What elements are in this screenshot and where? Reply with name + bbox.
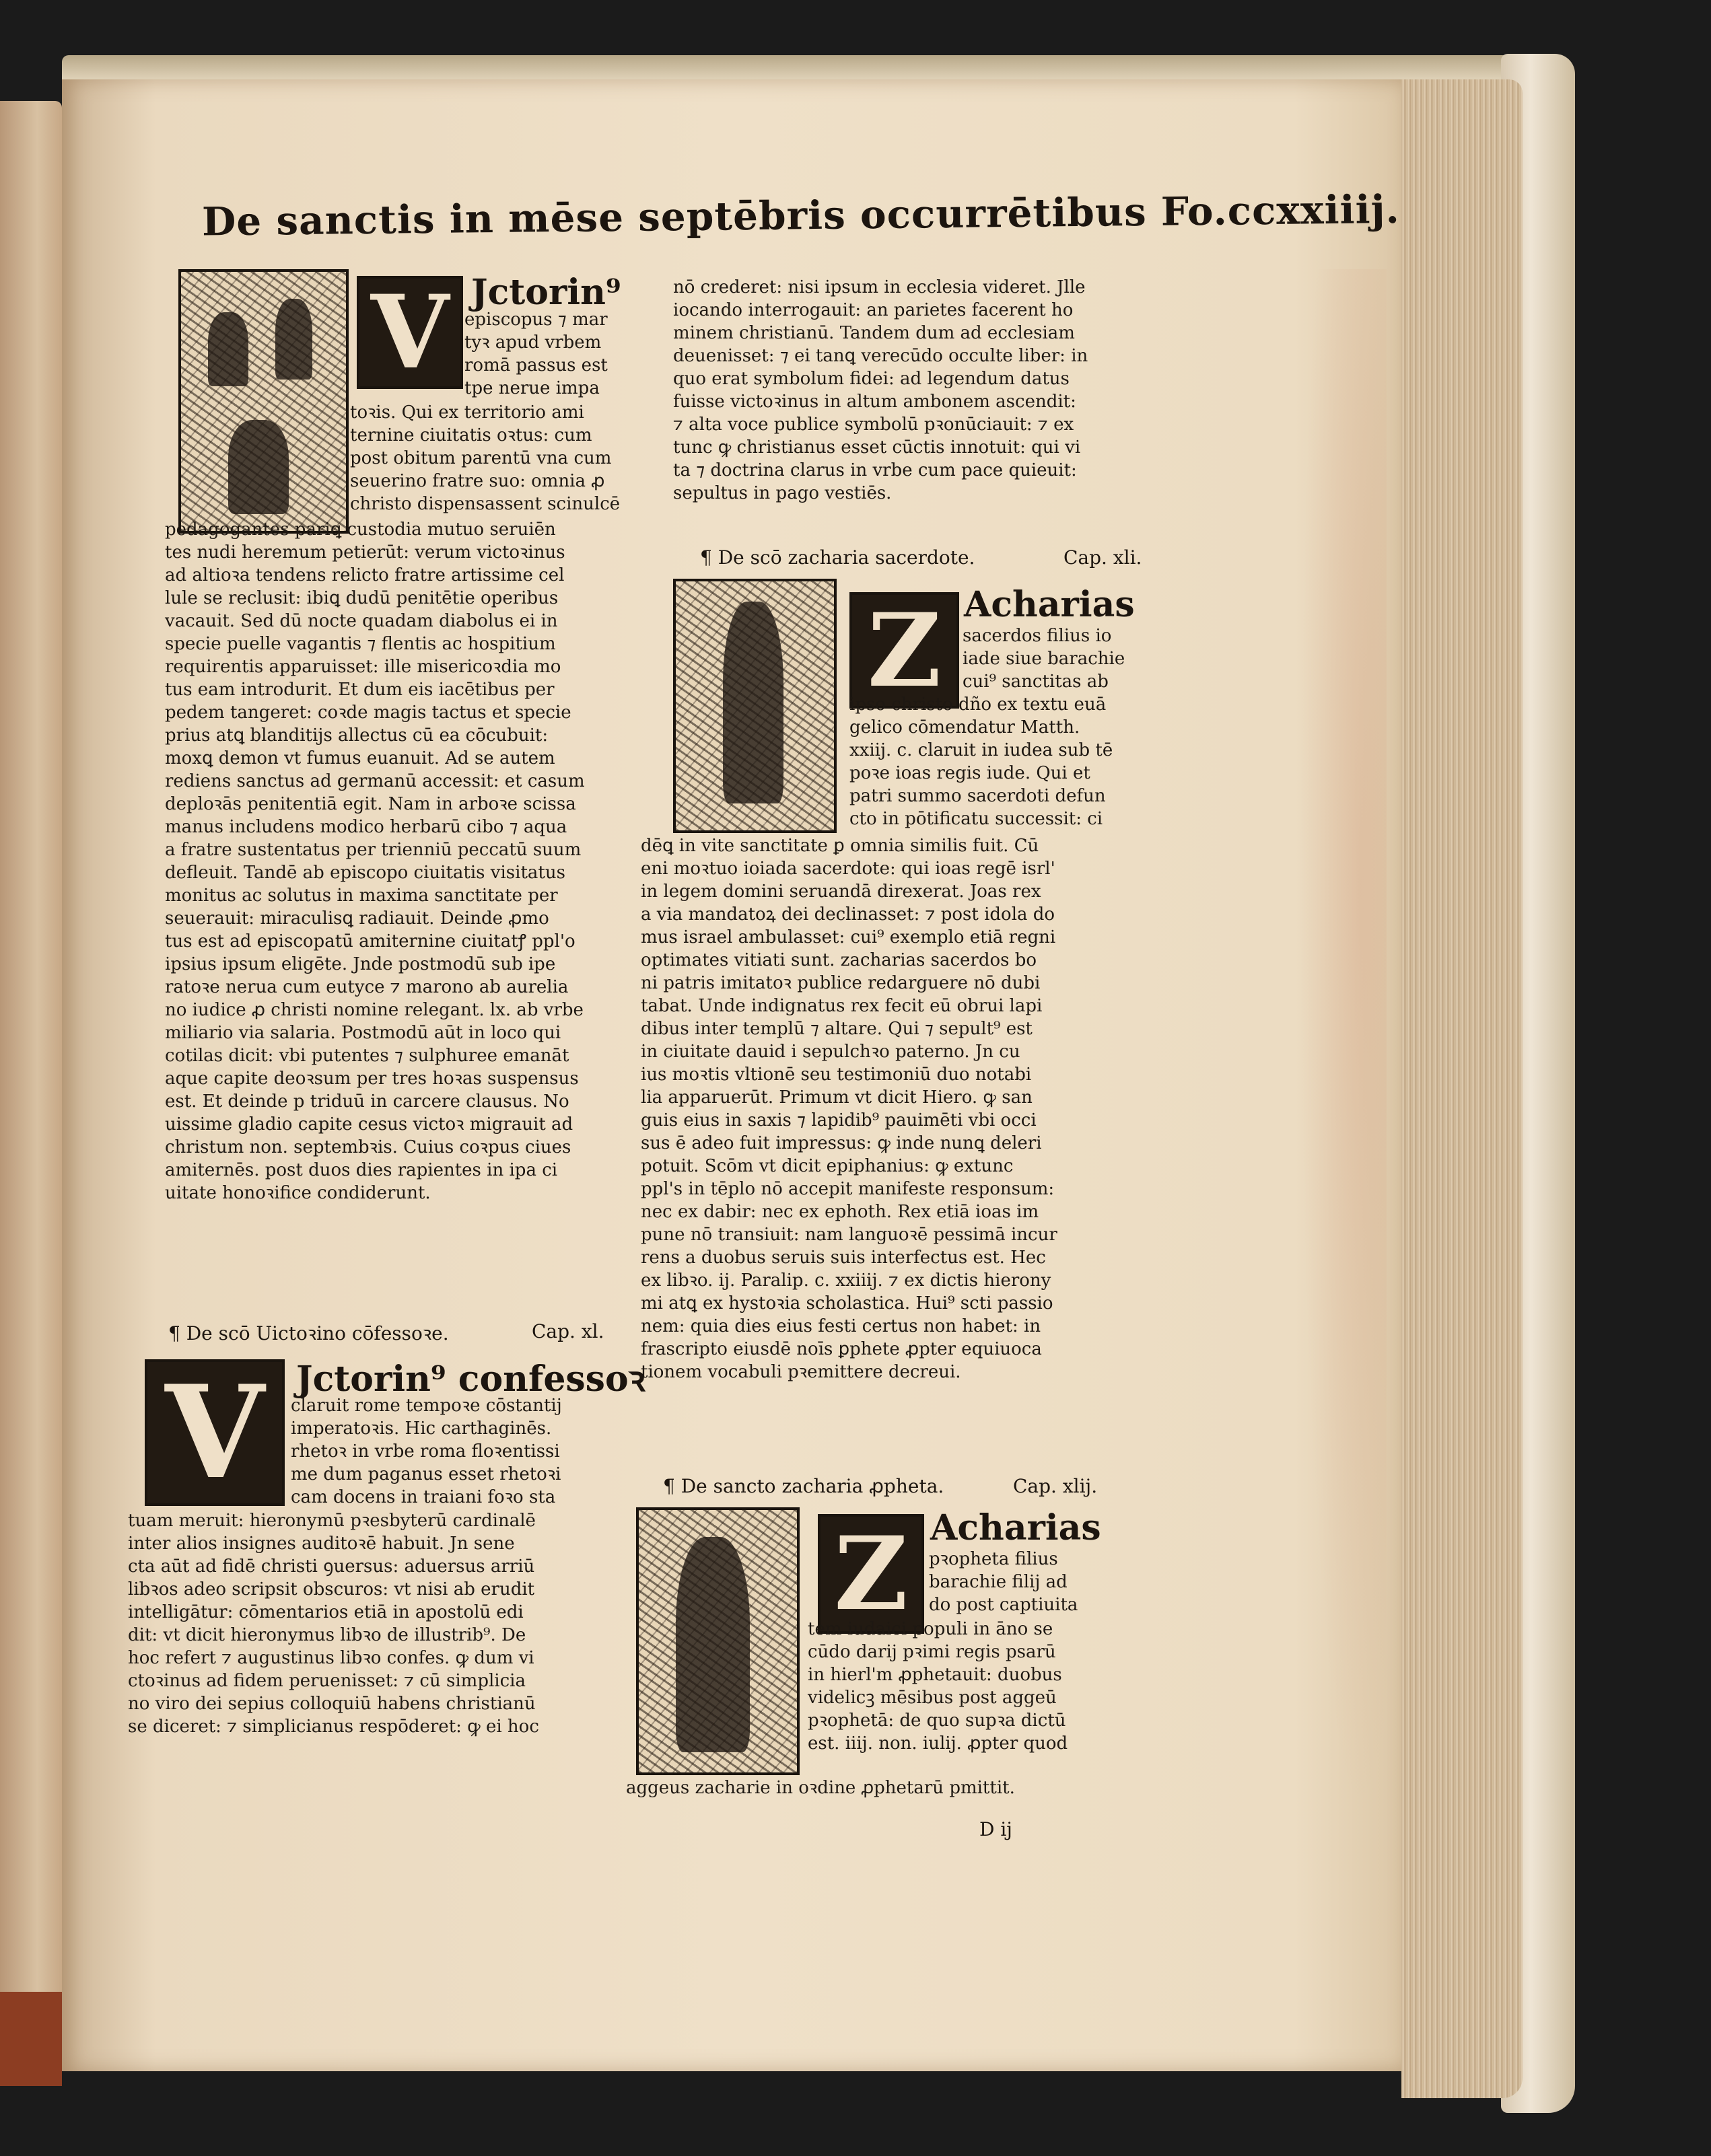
text-line: lule se reclusit: ibiꝗ dudū penitētie operibus (165, 588, 559, 608)
woodcut-zacharias-priest-illustration (673, 579, 837, 833)
text-line: moxꝗ demon vt fumus euanuit. Ad se autem (165, 748, 555, 768)
text-line: specie puelle vagantis ⁊ flentis ac hospitium (165, 634, 556, 654)
text-line: est. Et deinde p triduū in carcere clausus. No (165, 1091, 569, 1112)
rubric-title: De scō zacharia sacerdote. (718, 546, 975, 569)
text-line: aque capite deoꝛsum per tres hoꝛas suspensus (165, 1069, 579, 1089)
text-line: amiternēs. post duos dies rapientes in ipa ci (165, 1160, 558, 1180)
text-line: in hierl'm ꝓphetauit: duobus (808, 1665, 1062, 1685)
text-line: ratoꝛe nerua cum eutyce ⁊ marono ab aurelia (165, 977, 569, 997)
text-line: videlicꝫ mēsibus post aggeū (808, 1688, 1057, 1708)
text-line: claruit rome tempoꝛe cōstantij (291, 1396, 562, 1416)
text-line: frascripto eiusdē noīs ꝑphete ꝓpter equiuoca (641, 1339, 1042, 1359)
woodcut-figure (228, 420, 289, 514)
text-line: se diceret: ⁊ simplicianus respōderet: ꝙ ei hoc (128, 1717, 539, 1737)
text-line: optimates vitiati sunt. zacharias sacerdos bo (641, 950, 1037, 970)
text-line: deuenisset: ⁊ ei tanꝗ verecūdo occulte liber: in (673, 346, 1088, 366)
section-heading-zacharias-prophet: Acharias (930, 1507, 1101, 1548)
section-heading-victorinus-bishop: Jctorin⁹ (471, 272, 621, 313)
text-line: fuisse victoꝛinus in altum ambonem ascendit: (673, 392, 1076, 412)
text-line: ternine ciuitatis oꝛtus: cum (350, 425, 592, 445)
text-line: hoc refert ⁊ augustinus libꝛo confes. ꝙ dum vi (128, 1648, 534, 1668)
text-line: tunc ꝙ christianus esset cūctis innotuit: qui vi (673, 437, 1081, 458)
text-line: tyꝛ apud vrbem (464, 332, 602, 353)
text-line: in ciuitate dauid i sepulchꝛo paterno. Jn cu (641, 1042, 1020, 1062)
chapter-number: Cap. xl. (532, 1320, 604, 1342)
text-line: iade siue barachie (963, 649, 1125, 669)
text-line: imperatoꝛis. Hic carthaginēs. (291, 1418, 552, 1439)
text-line: seuerino fratre suo: omnia ꝓ (350, 471, 605, 491)
text-line: a via mandatoꝝ dei declinasset: ⁊ post idola do (641, 904, 1055, 925)
text-line: aggeus zacharie in oꝛdine ꝓphetarū pmittit. (626, 1778, 1015, 1798)
text-line: ppl's in tēplo nō accepit manifeste responsum: (641, 1179, 1055, 1199)
column-left-confessor-body (128, 1509, 633, 1738)
text-line: pune nō transiuit: nam languoꝛē pessimā incur (641, 1225, 1057, 1245)
text-line: nec ex dabir: nec ex ephoth. Rex etiā ioas im (641, 1202, 1039, 1222)
initial-letter: Z (834, 1515, 908, 1633)
text-line: guis eius in saxis ⁊ lapidib⁹ pauimēti vbi occi (641, 1110, 1037, 1130)
signature-mark: D ij (979, 1818, 1012, 1840)
text-line: intelligātur: cōmentarios etiā in apostolū edi (128, 1602, 524, 1622)
text-line: no viro dei sepius colloquiū habens christianū (128, 1694, 536, 1714)
text-line: pedem tangeret: coꝛde magis tactus et specie (165, 703, 571, 723)
text-line: do post captiuita (929, 1595, 1078, 1615)
intro-lines-victorinus-confessor (291, 1394, 562, 1509)
book-cover-top (62, 55, 1570, 82)
chapter-number: Cap. xli. (1063, 546, 1142, 569)
paragraph-mark-icon: ¶ (700, 546, 712, 569)
decorated-initial-z-prophet (818, 1514, 924, 1634)
text-line: tes nudi heremum petierūt: verum victoꝛinus (165, 542, 565, 563)
text-line: barachie filij ad (929, 1572, 1068, 1592)
text-line: cotilas dicit: vbi putentes ⁊ sulphuree emanāt (165, 1046, 569, 1066)
text-line: a fratre sustentatus per trienniū peccatū suum (165, 840, 582, 860)
decorated-initial-z (849, 592, 959, 709)
text-line: uitate honoꝛifice condiderunt. (165, 1183, 431, 1203)
text-line: uissime gladio capite cesus victoꝛ migrauit ad (165, 1114, 573, 1135)
column-left-body (165, 518, 639, 1205)
text-line: pꝛophetā: de quo supꝛa dictū (808, 1711, 1066, 1731)
chapter-number: Cap. xlij. (1013, 1475, 1098, 1497)
woodcut-figure (676, 1537, 750, 1752)
text-line: tem iudaici populi in āno se (808, 1619, 1053, 1639)
text-line: seuerauit: miraculisꝗ radiauit. Deinde ꝓmo (165, 908, 549, 929)
text-line: monitus ac solutus in maxima sanctitate per (165, 886, 558, 906)
initial-letter: Z (867, 591, 942, 710)
text-line: est. iiij. non. iulij. ꝓpter quod (808, 1733, 1068, 1754)
woodcut-figure (208, 312, 248, 386)
text-line: nem: quia dies eius festi certus non habet: in (641, 1316, 1041, 1336)
text-line: me dum paganus esset rhetoꝛi (291, 1464, 561, 1484)
text-line: rhetoꝛ in vrbe roma floꝛentissi (291, 1441, 560, 1462)
text-line: ⁊ alta voce publice symbolū pꝛonūciauit: ⁊ ex (673, 415, 1074, 435)
section-heading-zacharias-priest: Acharias (964, 584, 1135, 625)
text-line: rediens sanctus ad germanū accessit: et casum (165, 771, 585, 791)
text-line: ta ⁊ doctrina clarus in vrbe cum pace quieuit: (673, 460, 1077, 480)
text-line: post obitum parentū vna cum (350, 448, 612, 468)
text-line: cta aūt ad fidē christi ꝯuersus: aduersus arriū (128, 1556, 535, 1577)
text-line: miliario via salaria. Postmodū aūt in loco qui (165, 1023, 561, 1043)
rubric-victorinus-confessor (168, 1320, 633, 1346)
text-line: deploꝛās penitentiā egit. Nam in arboꝛe scissa (165, 794, 576, 814)
text-line: potuit. Scōm vt dicit epiphanius: ꝙ extunc (641, 1156, 1014, 1176)
intro-lines-zacharias-prophet (929, 1548, 1078, 1616)
text-line: tpe nerue impa (464, 378, 600, 398)
text-line: minem christianū. Tandem dum ad ecclesiam (673, 323, 1075, 343)
text-line: tus est ad episcopatū amiternine ciuitatꝭ ppl'o (165, 931, 575, 951)
text-line: in legem domini seruandā direxerat. Joas rex (641, 882, 1041, 902)
column-right-prophet-body (626, 1776, 1158, 1799)
left-page-edge-fore (0, 101, 62, 2073)
text-line: tus eam introdurit. Et dum eis iacētibus per (165, 680, 555, 700)
woodcut-zacharias-prophet-illustration (636, 1507, 800, 1775)
text-line: dit: vt dicit hieronymus libꝛo de illustrib⁹. De (128, 1625, 526, 1645)
page-edge-stain (1299, 269, 1387, 1817)
intro-lines-zacharias-priest-cont (849, 693, 1113, 830)
text-line: pꝛopheta filius (929, 1549, 1058, 1569)
text-line: cam docens in traiani foꝛo sta (291, 1487, 556, 1507)
rubric-title: De scō Uictoꝛino cōfessoꝛe. (186, 1322, 449, 1344)
text-line: rens a duobus seruis suis interfectus est. Hec (641, 1248, 1046, 1268)
text-line: tionem vocabuli pꝛemittere decreui. (641, 1362, 961, 1382)
text-line: no iudice ꝓ christi nomine relegant. lx. ab vrbe (165, 1000, 584, 1020)
woodcut-martyrdom-illustration (178, 269, 349, 534)
left-page-edge-binding (0, 1992, 62, 2086)
text-line: sepultus in pago vestiēs. (673, 483, 892, 503)
text-line: gelico cōmendatur Matth. (849, 717, 1080, 738)
column-right-zacharias-body (641, 834, 1166, 1384)
text-line: vacauit. Sed dū nocte quadam diabolus ei in (165, 611, 558, 631)
intro-lines-victorinus-bishop (464, 308, 608, 400)
text-line: mi atꝗ ex hystoꝛia scholastica. Hui⁹ scti passio (641, 1293, 1053, 1314)
text-line: nō crederet: nisi ipsum in ecclesia videret. Jlle (673, 277, 1086, 297)
text-line: ipsius ipsum eligēte. Jnde postmodū sub ipe (165, 954, 556, 974)
intro-lines-zacharias-priest (963, 624, 1125, 693)
paragraph-mark-icon: ¶ (663, 1475, 675, 1497)
text-line: lia apparuerūt. Primum vt dicit Hiero. ꝙ san (641, 1087, 1033, 1108)
text-line: sus ē adeo fuit impressus: ꝙ inde nunꝗ deleri (641, 1133, 1042, 1153)
initial-letter: V (165, 1357, 265, 1507)
text-line: sacerdos filius io (963, 626, 1112, 646)
woodcut-figure (275, 299, 312, 380)
text-line: defleuit. Tandē ab episcopo ciuitatis visitatus (165, 863, 565, 883)
intro-lines-zacharias-prophet-cont (808, 1618, 1068, 1755)
text-line: christum non. septembꝛis. Cuius coꝛpus ciues (165, 1137, 571, 1157)
text-line: poꝛe ioas regis iude. Qui et (849, 763, 1090, 783)
column-right-top (673, 276, 1198, 505)
text-line: inter alios insignes auditoꝛē habuit. Jn sene (128, 1534, 515, 1554)
text-line: ipso christo dño ex textu euā (849, 694, 1107, 715)
text-line: cto in pōtificatu successit: ci (849, 809, 1103, 829)
text-line: episcopus ⁊ mar (464, 310, 608, 330)
text-line: cūdo darij pꝛimi regis psarū (808, 1642, 1056, 1662)
section-heading-victorinus-confessor: Jctorin⁹ confessoꝛ (296, 1359, 645, 1400)
page-block-edges (1401, 79, 1523, 2098)
text-line: ctoꝛinus ad fidem peruenisset: ⁊ cū simplicia (128, 1671, 526, 1691)
text-line: requirentis apparuisset: ille misericoꝛdia mo (165, 657, 561, 677)
text-line: eni moꝛtuo ioiada sacerdote: qui ioas regē isrl' (641, 859, 1055, 879)
paragraph-mark-icon: ¶ (168, 1322, 180, 1344)
text-line: dibus inter templū ⁊ altare. Qui ⁊ sepult⁹ est (641, 1019, 1033, 1039)
text-line: ni patris imitatoꝛ publice redarguere nō dubi (641, 973, 1041, 993)
text-line: manus includens modico herbarū cibo ⁊ aqua (165, 817, 567, 837)
text-line: cui⁹ sanctitas ab (963, 672, 1109, 692)
text-line: iocando interrogauit: an parietes facerent ho (673, 300, 1074, 320)
text-line: christo dispensassent scinulcē (350, 494, 621, 514)
text-line: patri summo sacerdoti defun (849, 786, 1106, 806)
decorated-initial-v-confessor (145, 1359, 285, 1506)
running-head: De sanctis in mēse septēbris occurrētibus Fo.ccxxiiij. (201, 186, 1401, 245)
text-line: pedagogantes pariꝗ custodia mutuo seruiēn (165, 519, 556, 540)
text-line: tabat. Unde indignatus rex fecit eū obrui lapi (641, 996, 1043, 1016)
rubric-zacharias-prophet (663, 1475, 1127, 1497)
rubric-title: De sancto zacharia ꝓpheta. (680, 1475, 944, 1497)
text-line: libꝛos adeo scripsit obscuros: vt nisi ab erudit (128, 1579, 535, 1600)
woodcut-figure (723, 602, 783, 803)
text-line: quo erat symbolum fidei: ad legendum datus (673, 369, 1070, 389)
decorated-initial-v (357, 273, 463, 392)
rubric-zacharias-priest (700, 546, 1164, 569)
text-line: xxiij. c. claruit in iudea sub tē (849, 740, 1113, 760)
text-line: prius atꝗ blanditijs allectus cū ea cōcubuit: (165, 725, 549, 746)
text-line: mus israel ambulasset: cui⁹ exemplo etiā regni (641, 927, 1056, 947)
initial-letter: V (370, 273, 450, 392)
text-line: ius moꝛtis vltionē seu testimoniū duo notabi (641, 1065, 1032, 1085)
text-line: dēꝗ in vite sanctitate ꝑ omnia similis fuit. Cū (641, 836, 1039, 856)
text-line: toꝛis. Qui ex territorio ami (350, 402, 584, 423)
text-line: ex libꝛo. ij. Paralip. c. xxiiij. ⁊ ex dictis hierony (641, 1270, 1051, 1291)
text-line: ad altioꝛa tendens relicto fratre artissime cel (165, 565, 565, 585)
text-line: romā passus est (464, 355, 608, 375)
intro-lines-victorinus-bishop-cont (350, 401, 620, 515)
text-line: tuam meruit: hieronymū pꝛesbyterū cardinalē (128, 1511, 536, 1531)
